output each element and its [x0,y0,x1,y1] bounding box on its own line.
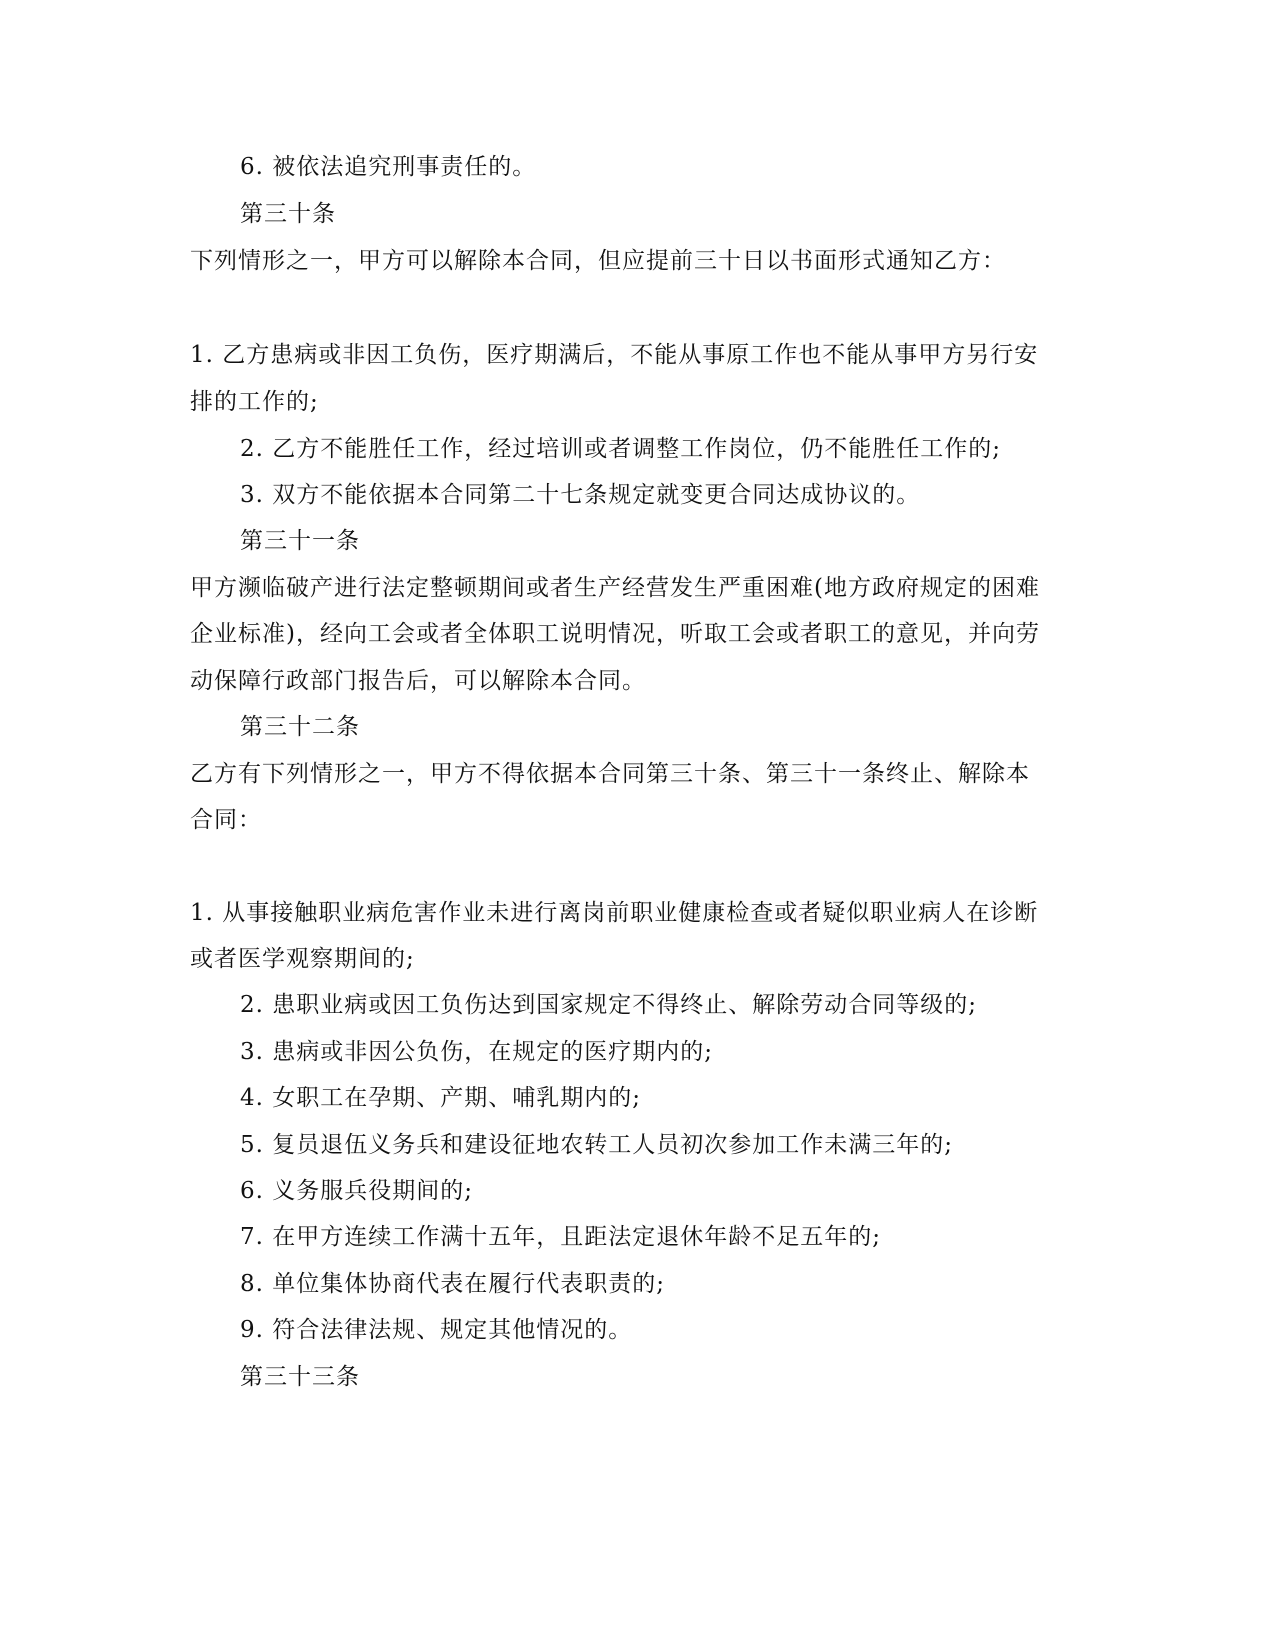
article-30-item-1: 1. 乙方患病或非因工负伤，医疗期满后，不能从事原工作也不能从事甲方另行安 [190,342,1039,368]
article-32-item-3: 3. 患病或非因公负伤，在规定的医疗期内的; [240,1039,714,1065]
clause-item-6: 6. 被依法追究刑事责任的。 [240,154,537,180]
article-32-item-7: 7. 在甲方连续工作满十五年，且距法定退休年龄不足五年的; [240,1224,882,1250]
article-32-item-1: 1. 从事接触职业病危害作业未进行离岗前职业健康检查或者疑似职业病人在诊断 [190,900,1039,926]
article-heading-33: 第三十三条 [240,1364,360,1390]
article-30-item-1-cont: 排的工作的; [190,389,319,415]
article-32-item-1-cont: 或者医学观察期间的; [190,946,415,972]
article-32-intro: 乙方有下列情形之一，甲方不得依据本合同第三十条、第三十一条终止、解除本 [190,761,1030,787]
article-31-text-2: 企业标准)，经向工会或者全体职工说明情况，听取工会或者职工的意见，并向劳 [190,621,1040,647]
article-30-item-3: 3. 双方不能依据本合同第二十七条规定就变更合同达成协议的。 [240,482,921,508]
article-heading-30: 第三十条 [240,201,336,227]
article-30-item-2: 2. 乙方不能胜任工作，经过培训或者调整工作岗位，仍不能胜任工作的; [240,436,1002,462]
article-30-intro: 下列情形之一，甲方可以解除本合同，但应提前三十日以书面形式通知乙方： [190,248,1006,274]
article-31-text-3: 动保障行政部门报告后，可以解除本合同。 [190,668,646,694]
article-32-item-9: 9. 符合法律法规、规定其他情况的。 [240,1317,633,1343]
article-32-item-2: 2. 患职业病或因工负伤达到国家规定不得终止、解除劳动合同等级的; [240,992,978,1018]
article-32-item-8: 8. 单位集体协商代表在履行代表职责的; [240,1271,666,1297]
article-32-item-4: 4. 女职工在孕期、产期、哺乳期内的; [240,1085,642,1111]
article-heading-31: 第三十一条 [240,528,360,554]
article-heading-32: 第三十二条 [240,714,360,740]
article-32-item-6: 6. 义务服兵役期间的; [240,1178,474,1204]
article-32-item-5: 5. 复员退伍义务兵和建设征地农转工人员初次参加工作未满三年的; [240,1132,954,1158]
article-31-text-1: 甲方濒临破产进行法定整顿期间或者生产经营发生严重困难(地方政府规定的困难 [190,575,1040,601]
article-32-intro-cont: 合同： [190,807,262,833]
